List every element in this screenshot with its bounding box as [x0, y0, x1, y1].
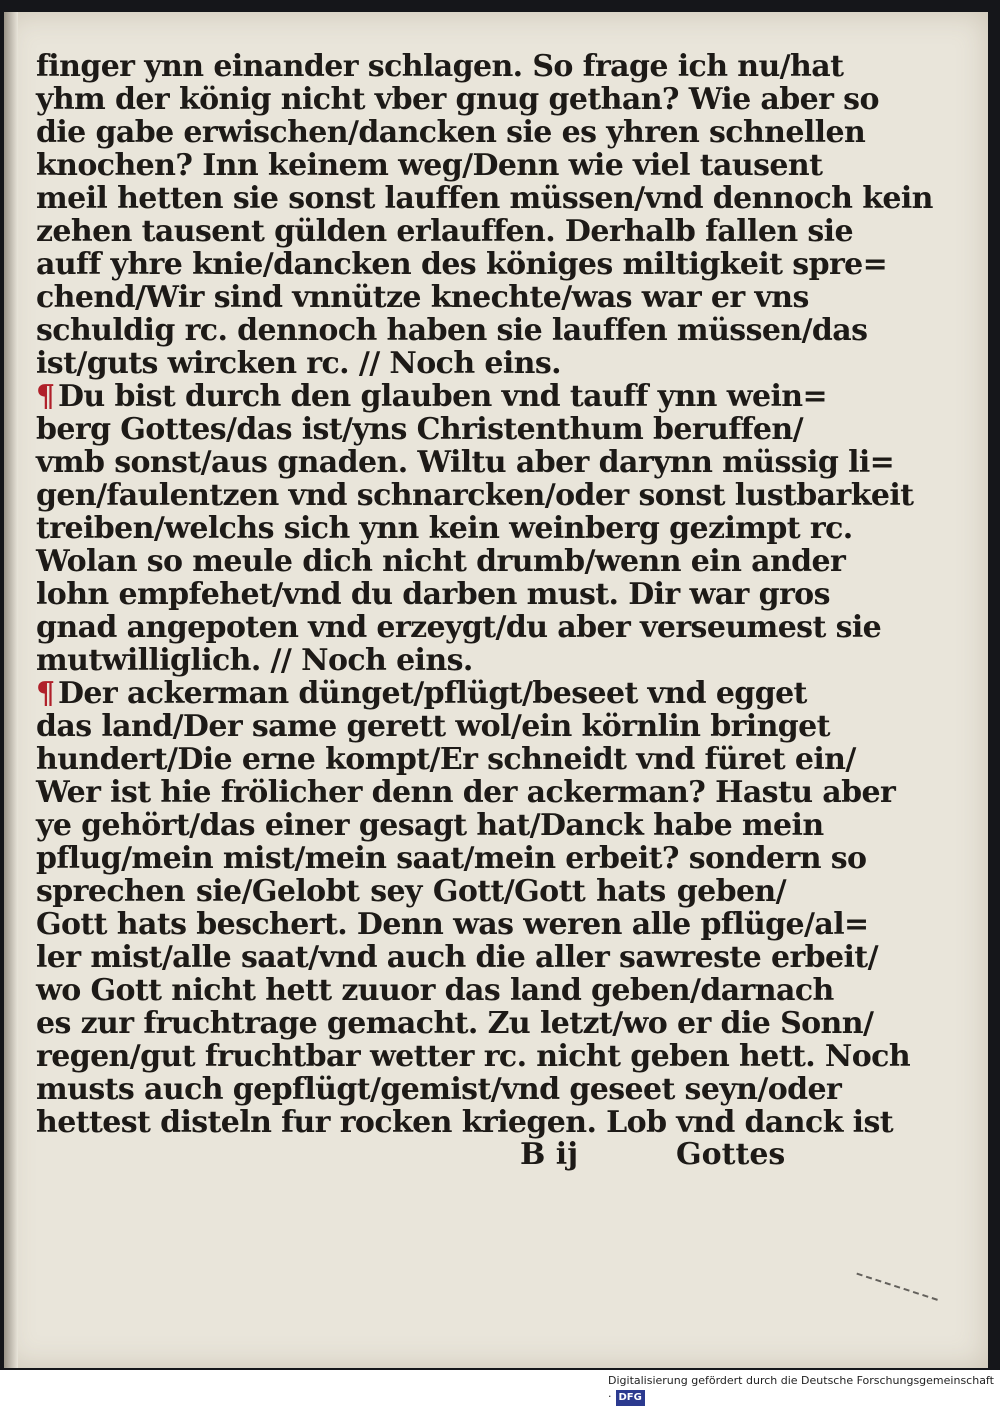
text-line-content: Du bist durch den glauben vnd tauff ynn wein= [58, 379, 827, 414]
text-line: das land/Der same gerett wol/ein körnlin bringet [36, 709, 830, 744]
page-gutter [4, 12, 18, 1368]
footer-text: Digitalisierung gefördert durch die Deutsche Forschungsgemeinschaft · [608, 1374, 994, 1403]
text-line: auff yhre knie/dancken des königes miltigkeit spre= [36, 247, 888, 282]
text-line: treiben/welchs sich ynn kein weinberg gezimpt rc. [36, 511, 853, 546]
text-line: gen/faulentzen vnd schnarcken/oder sonst lustbarkeit [36, 478, 914, 513]
text-line: Wer ist hie frölicher denn der ackerman? Hastu aber [36, 775, 896, 810]
text-line: finger ynn einander schlagen. So frage ich nu/hat [36, 49, 844, 84]
text-line: lohn empfehet/vnd du darben must. Dir war gros [36, 577, 830, 612]
text-line-paragraph [36, 379, 827, 414]
text-line: Wolan so meule dich nicht drumb/wenn ein ander [36, 544, 846, 579]
text-line: ist/guts wircken rc. // Noch eins. [36, 346, 562, 381]
text-line: berg Gottes/das ist/yns Christenthum beruffen/ [36, 412, 803, 447]
text-line: chend/Wir sind vnnütze knechte/was war er vns [36, 280, 809, 315]
page-text [36, 49, 933, 1140]
text-line: yhm der könig nicht vber gnug gethan? Wie aber so [36, 82, 879, 117]
text-line: sprechen sie/Gelobt sey Gott/Gott hats geben/ [36, 874, 786, 909]
text-line: regen/gut fruchtbar wetter rc. nicht geben hett. Noch [36, 1039, 911, 1074]
text-line: die gabe erwischen/dancken sie es yhren schnellen [36, 115, 866, 150]
text-line: meil hetten sie sonst lauffen müssen/vnd dennoch kein [36, 181, 933, 216]
digitization-footer [608, 1373, 1000, 1403]
text-line: schuldig rc. dennoch haben sie lauffen müssen/das [36, 313, 868, 348]
text-line: hundert/Die erne kompt/Er schneidt vnd füret ein/ [36, 742, 856, 777]
text-line: pflug/mein mist/mein saat/mein erbeit? sondern so [36, 841, 867, 876]
text-line: musts auch gepflügt/gemist/vnd geseet seyn/oder [36, 1072, 842, 1107]
text-line: vmb sonst/aus gnaden. Wiltu aber darynn müssig li= [36, 445, 895, 480]
text-line: mutwilliglich. // Noch eins. [36, 643, 473, 678]
text-line: Gott hats beschert. Denn was weren alle pflüge/al= [36, 907, 869, 942]
text-line: wo Gott nicht hett zuuor das land geben/darnach [36, 973, 834, 1008]
text-line: hettest disteln fur rocken kriegen. Lob vnd danck ist [36, 1105, 894, 1140]
dfg-logo: DFG [616, 1390, 645, 1406]
text-line: knochen? Inn keinem weg/Denn wie viel tausent [36, 148, 823, 183]
text-line: gnad angepoten vnd erzeygt/du aber verseumest sie [36, 610, 882, 645]
text-line: ler mist/alle saat/vnd auch die aller sawreste erbeit/ [36, 940, 878, 975]
catchword: Gottes [676, 1137, 786, 1172]
paragraph-mark: ¶ [36, 676, 55, 711]
signature-mark: B ij [520, 1137, 579, 1172]
text-line-paragraph [36, 676, 807, 711]
text-line-content: Der ackerman dünget/pflügt/beseet vnd egget [58, 676, 807, 711]
text-line: es zur fruchtrage gemacht. Zu letzt/wo er die Sonn/ [36, 1006, 874, 1041]
text-line: ye gehört/das einer gesagt hat/Danck habe mein [36, 808, 824, 843]
paragraph-mark: ¶ [36, 379, 55, 414]
text-line: zehen tausent gülden erlauffen. Derhalb fallen sie [36, 214, 853, 249]
